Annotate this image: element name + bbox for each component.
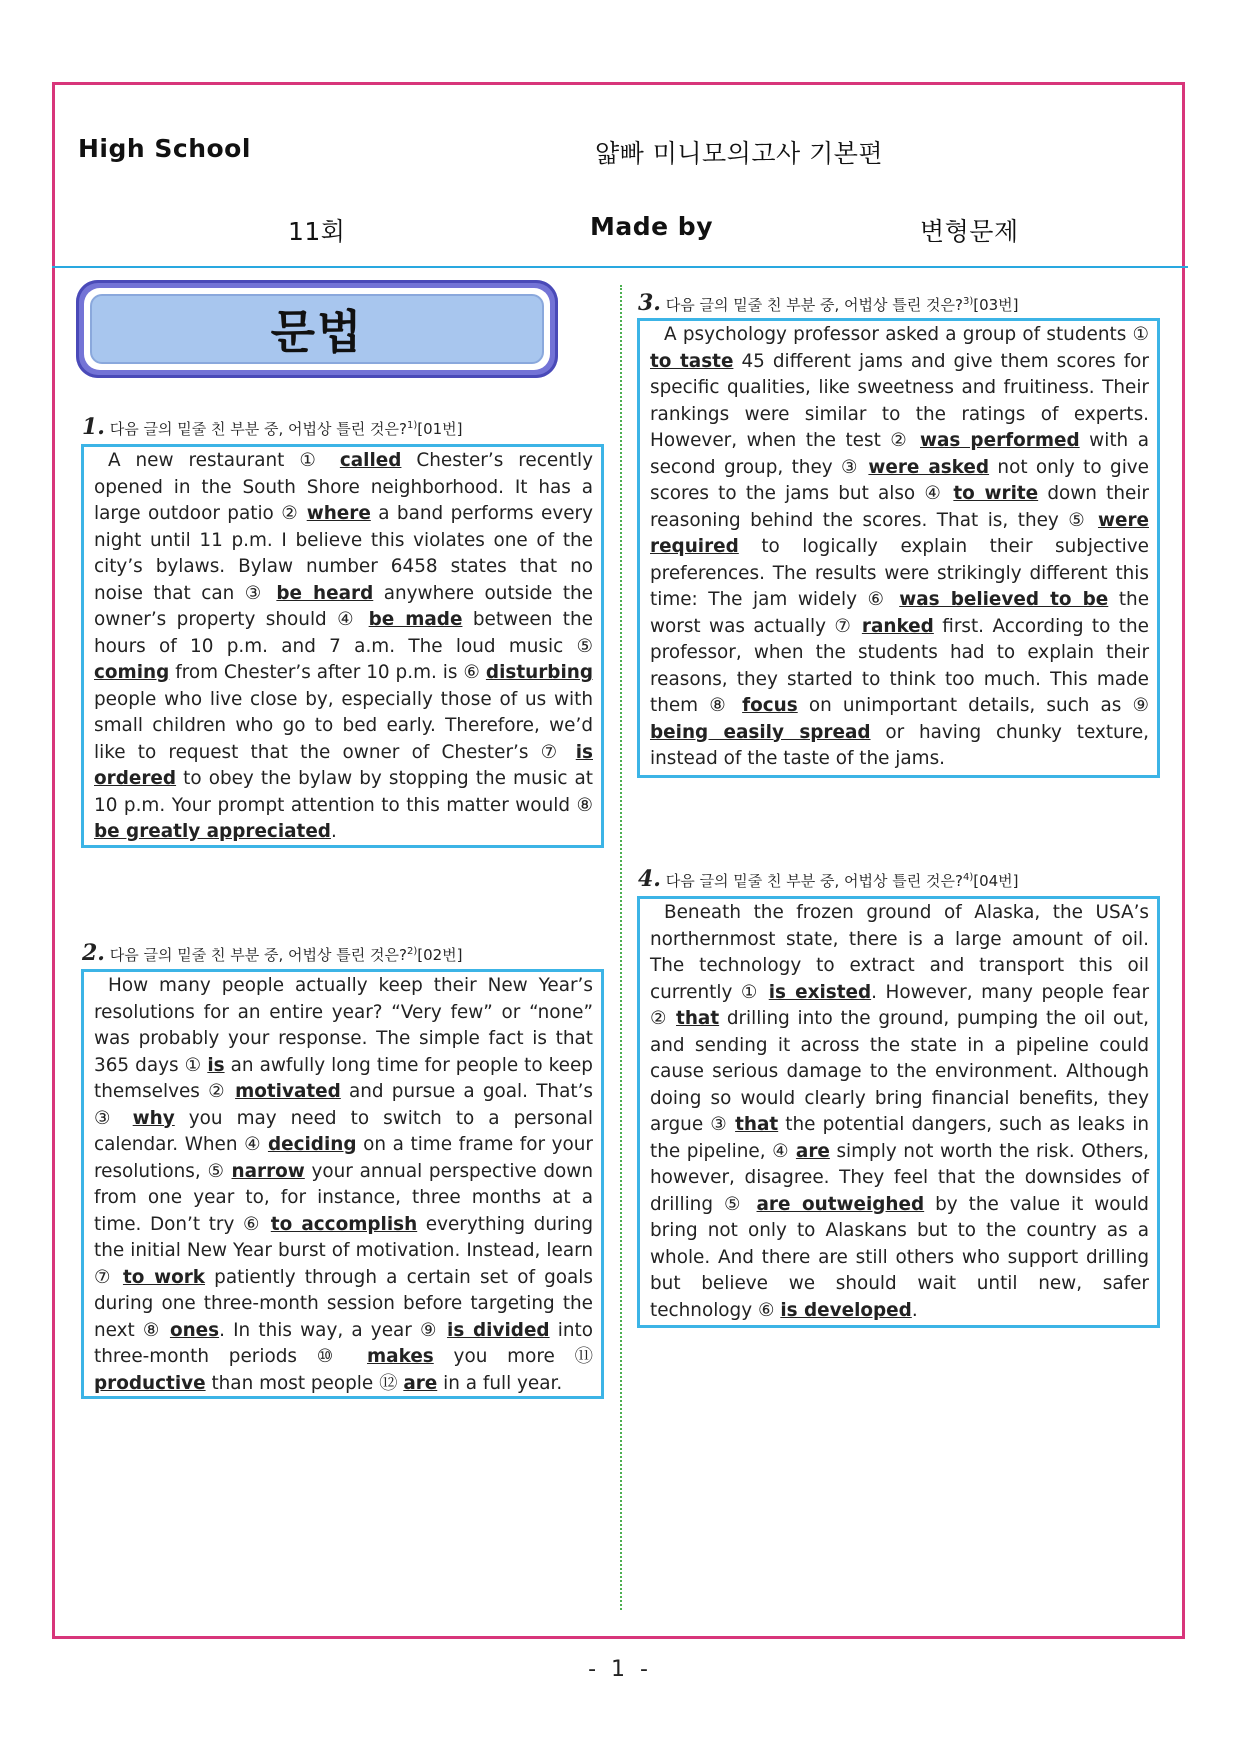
question-3-passage	[650, 322, 1149, 773]
passage-text: A new restaurant ①	[108, 450, 340, 471]
underlined-choice: was believed to be	[899, 589, 1109, 610]
passage-text: drilling into the ground, pumping the oil out, and sending it across the state in a pipeline could cause serious damage to the environment. Although doing so would clearly bring financial benefits, they argue ③	[650, 1008, 1149, 1135]
underlined-choice: being easily spread	[650, 721, 871, 743]
passage-text: A psychology professor asked a group of students ①	[664, 324, 1149, 345]
header-made-by: Made by	[590, 212, 713, 241]
passage-text: everything during the initial New Year burst of motivation. Instead, learn ⑦	[94, 1213, 593, 1288]
underlined-choice: ranked	[861, 615, 934, 637]
underlined-choice: were required	[650, 509, 1149, 557]
passage-text: the potential dangers, such as leaks in the pipeline, ④	[650, 1114, 1149, 1162]
underlined-choice: called	[339, 450, 402, 471]
question-4-footnote: 4)	[962, 872, 974, 883]
section-title: 문법	[270, 305, 364, 359]
passage-text: you more ⑪	[433, 1346, 593, 1367]
underlined-choice: to work	[122, 1266, 206, 1288]
header-divider	[52, 266, 1188, 268]
passage-text: a band performs every night until 11 p.m. I believe this violates one of the city’s bylaws. Bylaw number 6458 states that no noise that can ③	[94, 503, 593, 604]
passage-text: and pursue a goal. That’s ③	[94, 1081, 593, 1129]
section-title-banner	[76, 280, 558, 378]
underlined-choice: is existed	[768, 981, 872, 1003]
underlined-choice: productive	[94, 1372, 206, 1394]
underlined-choice: be greatly appreciated	[94, 821, 331, 842]
question-4-number: 4.	[638, 866, 661, 892]
question-1-heading	[82, 414, 463, 440]
passage-text: in a full year.	[437, 1372, 563, 1394]
question-2-prompt: 다음 글의 밑줄 친 부분 중, 어법상 틀린 것은?	[109, 946, 407, 964]
underlined-choice: are	[795, 1140, 830, 1162]
question-4-passage	[650, 900, 1149, 1324]
passage-text: into three-month periods ⑩	[94, 1319, 594, 1367]
underlined-choice: why	[132, 1107, 175, 1129]
question-4-passage-box	[637, 896, 1160, 1328]
passage-text: first. According to the professor, when the students had to explain their reasons, they started to think too much. This made them ⑧	[650, 615, 1149, 716]
header-type: 변형문제	[920, 217, 1019, 246]
underlined-choice: focus	[742, 695, 798, 716]
passage-text: than most people ⑫	[205, 1372, 404, 1394]
question-1-prompt: 다음 글의 밑줄 친 부분 중, 어법상 틀린 것은?	[109, 420, 407, 438]
underlined-choice: are outweighed	[756, 1193, 925, 1215]
passage-text: patiently through a certain set of goals during one three-month session before targeting the next ⑧	[94, 1266, 593, 1341]
header-round: 11회	[288, 217, 346, 246]
question-2-heading	[82, 940, 463, 966]
question-1-passage-box	[81, 444, 604, 848]
column-divider	[620, 285, 622, 1610]
passage-text: . However, many people fear ②	[650, 981, 1150, 1029]
passage-text: your annual perspective down from one year to, for instance, three months at a time. Don’t try ⑥	[94, 1160, 593, 1235]
passage-text: you may need to switch to a personal calendar. When ④	[94, 1107, 593, 1155]
question-2-number: 2.	[82, 940, 105, 966]
header-series: 얇빠 미니모의고사 기본편	[595, 139, 884, 168]
passage-text: . In this way, a year ⑨	[219, 1319, 448, 1341]
question-3-prompt: 다음 글의 밑줄 친 부분 중, 어법상 틀린 것은?	[665, 296, 963, 314]
passage-text: or having chunky texture, instead of the taste of the jams.	[650, 721, 1149, 769]
underlined-choice: narrow	[231, 1160, 305, 1182]
question-3-number: 3.	[638, 290, 661, 316]
question-2-passage	[94, 973, 593, 1397]
passage-text: to obey the bylaw by stopping the music at 10 p.m. Your prompt attention to this matter would ⑧	[94, 768, 593, 816]
question-4-code: [04번]	[973, 872, 1019, 890]
question-1-number: 1.	[82, 414, 105, 440]
underlined-choice: deciding	[267, 1134, 357, 1155]
underlined-choice: is divided	[447, 1319, 550, 1341]
underlined-choice: to write	[953, 483, 1039, 504]
passage-text: How many people actually keep their New Year’s resolutions for an entire year? “Very few” or “none” was probably your response. The simple fact is that 365 days ①	[94, 975, 593, 1076]
passage-text: .	[330, 821, 337, 842]
passage-text: to logically explain their subjective preferences. The results were strikingly different this time: The jam widely ⑥	[650, 536, 1149, 610]
passage-text: by the value it would bring not only to Alaskans but to the country as a whole. And there are still others who support drilling but believe we should wait until new, safer technology ⑥	[650, 1193, 1149, 1321]
underlined-choice: is ordered	[94, 741, 593, 789]
underlined-choice: that	[735, 1114, 779, 1135]
underlined-choice: where	[306, 503, 371, 524]
question-3-heading	[638, 290, 1019, 316]
passage-text: anywhere outside the owner’s property should ④	[94, 582, 593, 630]
passage-text: simply not worth the risk. Others, however, disagree. They feel that the downsides of drilling ⑤	[650, 1140, 1149, 1215]
question-3-footnote: 3)	[962, 296, 974, 307]
passage-text: between the hours of 10 p.m. and 7 a.m. The loud music ⑤	[94, 609, 593, 657]
underlined-choice: be heard	[276, 582, 374, 604]
passage-text: Chester’s recently opened in the South Shore neighborhood. It has a large outdoor patio ②	[94, 450, 593, 524]
passage-text: people who live close by, especially those of us with small children who go to bed early. Therefore, we’d like to request that the owner of Chester’s ⑦	[94, 688, 593, 763]
question-4-prompt: 다음 글의 밑줄 친 부분 중, 어법상 틀린 것은?	[665, 872, 963, 890]
underlined-choice: is developed	[780, 1299, 912, 1321]
passage-text: the worst was actually ⑦	[650, 589, 1150, 637]
passage-text: with a second group, they ③	[650, 430, 1149, 478]
passage-text: .	[911, 1299, 918, 1321]
underlined-choice: disturbing	[485, 662, 593, 683]
passage-text: on unimportant details, such as ⑨	[797, 695, 1149, 716]
question-1-code: [01번]	[417, 420, 463, 438]
passage-text: an awfully long time for people to keep themselves ②	[94, 1054, 593, 1102]
underlined-choice: to taste	[650, 350, 734, 372]
underlined-choice: makes	[367, 1346, 434, 1367]
passage-text: on a time frame for your resolutions, ⑤	[94, 1134, 593, 1182]
underlined-choice: coming	[94, 662, 170, 683]
underlined-choice: be made	[368, 609, 463, 630]
passage-text: from Chester’s after 10 p.m. is ⑥	[169, 662, 486, 683]
question-3-code: [03번]	[973, 296, 1019, 314]
question-2-code: [02번]	[417, 946, 463, 964]
page-number: - 1 -	[588, 1657, 652, 1682]
question-3-passage-box	[637, 318, 1160, 778]
question-2-passage-box	[81, 969, 604, 1399]
underlined-choice: is	[207, 1054, 225, 1076]
passage-text: down their reasoning behind the scores. That is, they ⑤	[650, 483, 1149, 531]
underlined-choice: were asked	[868, 456, 990, 478]
question-2-footnote: 2)	[406, 946, 418, 957]
passage-text: Beneath the frozen ground of Alaska, the USA’s northernmost state, there is a large amount of oil. The technology to extract and transport this oil currently ①	[650, 902, 1149, 1003]
underlined-choice: was performed	[920, 430, 1080, 451]
passage-text: not only to give scores to the jams but also ④	[650, 456, 1149, 504]
underlined-choice: motivated	[235, 1081, 341, 1102]
header-school: High School	[78, 134, 251, 163]
underlined-choice: to accomplish	[270, 1213, 418, 1235]
question-1-passage	[94, 448, 593, 846]
question-4-heading	[638, 866, 1019, 892]
underlined-choice: ones	[169, 1319, 220, 1341]
underlined-choice: are	[403, 1372, 438, 1394]
underlined-choice: that	[676, 1008, 720, 1029]
passage-text: 45 different jams and give them scores for specific qualities, like sweetness and fruitiness. Their rankings were similar to the ratings of experts. However, when the test ②	[650, 350, 1149, 451]
question-1-footnote: 1)	[406, 420, 418, 431]
